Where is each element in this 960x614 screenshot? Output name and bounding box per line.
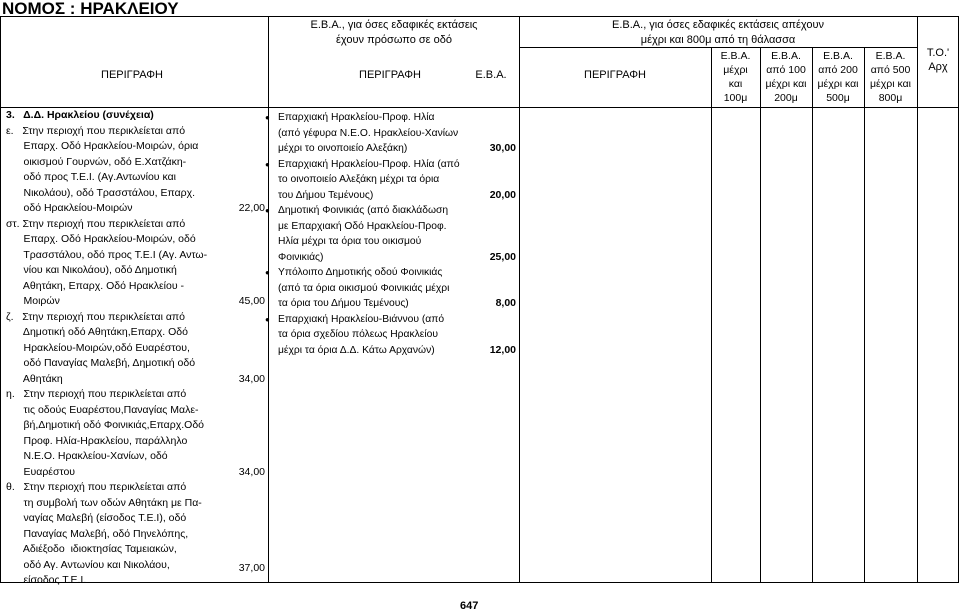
description-line: οδό Αγ. Αντωνίου και Νικολάου, [6,558,170,571]
description-line: ε. Στην περιοχή που περικλείεται από [6,124,186,137]
col-divider [711,47,712,583]
eba-value: 30,00 [489,142,516,154]
description-line: Επαρχ. Οδό Ηρακλείου-Μοιρών, οδό [6,233,196,245]
description-line: Παναγίας Μαλεβή, οδό Πηνελόπης, [6,527,189,540]
aba-value: 22,00 [238,202,265,214]
sea-col-header: 500μ [826,92,850,104]
road-line: μέχρι τα όρια Δ.Δ. Κάτω Αρχανών) [278,344,435,356]
sea-col-header: μέχρι και [817,78,859,90]
description-line: Μοιρών [6,295,60,307]
sea-col-header: 800μ [878,92,903,104]
description-line: Επαρχ. Οδό Ηρακλείου-Μοιρών, όρια [6,140,199,152]
description-line: 3. Δ.Δ. Ηρακλείου (συνέχεια) [6,109,154,121]
sea-col-header: Ε.Β.Α. [720,50,751,62]
description-line: Ν.Ε.Ο. Ηρακλείου-Χανίων, οδό [6,450,168,462]
description-line: τη συμβολή των οδών Αθητάκη με Πα- [6,496,202,509]
sea-col-header: από 500 [870,64,911,76]
description-line: Αθητάκη [6,372,63,385]
sea-col-header: μέχρι και [765,78,807,90]
description-line: βή,Δημοτική οδό Φοινικιάς,Επαρχ.Οδό [6,419,205,431]
description-line: Ηρακλείου-Μοιρών,οδό Ευαρέστου, [6,341,190,354]
col-divider [864,47,865,583]
header-road-title-1: Ε.Β.Α., για όσες εδαφικές εκτάσεις [310,19,478,31]
road-line: με Επαρχιακή Οδό Ηρακλείου-Προφ. [278,220,447,232]
sea-col-header: από 200 [818,64,858,76]
col-divider [268,16,269,583]
header-description: ΠΕΡΙΓΡΑΦΗ [101,69,163,81]
sea-col-header: 100μ [723,92,748,104]
road-line: το οινοποιείο Αλεξάκη μέχρι τα όρια [278,174,440,185]
eba-value: 20,00 [489,188,516,201]
sea-col-header: Ε.Β.Α. [823,50,853,62]
sea-col-header: μέχρι [723,64,748,76]
eba-value: 25,00 [489,250,516,263]
description-line: ζ. Στην περιοχή που περικλείεται από [6,310,185,323]
eba-value: 8,00 [495,297,516,309]
description-line: η. Στην περιοχή που περικλείεται από [6,388,187,400]
col-divider [519,16,520,583]
road-line: ● Επαρχιακή Ηρακλείου-Βιάννου (από [278,312,444,327]
sea-col-header: 200μ [774,92,798,104]
header-to-arch: Αρχ [928,61,948,73]
eba-value: 12,00 [489,343,516,356]
description-line: οδό Παναγίας Μαλεβή, Δημοτική οδό [6,357,196,369]
col-divider [760,47,761,583]
description-line: ναγίας Μαλεβή (είσοδος Τ.Ε.Ι), οδό [6,512,187,524]
description-line: θ. Στην περιοχή που περικλείεται από [6,481,187,493]
description-line: οδό προς Τ.Ε.Ι. (Αγ.Αντωνίου και [6,171,176,183]
road-line: ● Επαρχιακή Ηρακλείου-Προφ. Ηλία [278,110,434,125]
road-line: Φοινικιάς) [278,251,324,263]
page-number: 647 [460,600,479,612]
header-road-title-2: έχουν πρόσωπο σε οδό [336,34,452,46]
description-line: Προφ. Ηλία-Ηρακλείου, παράλληλο [6,434,188,447]
description-line: νίου και Νικολάου), οδό Δημοτική [6,264,177,276]
description-line: τις οδούς Ευαρέστου,Παναγίας Μαλε- [6,403,199,416]
description-line: οικισμού Γουρνών, οδό Ε.Χατζάκη- [6,155,187,168]
description-line: Τρασστάλου, οδό προς Τ.Ε.Ι (Αγ. Αντω- [6,248,208,261]
sea-subheader-line [519,47,917,48]
header-sea-title-1: Ε.Β.Α., για όσες εδαφικές εκτάσεις απέχουν [612,19,824,31]
description-line: είσοδος Τ.Ε.Ι. [6,574,87,586]
aba-value: 45,00 [238,295,265,307]
aba-value: 34,00 [238,372,265,385]
col-divider [812,47,813,583]
road-line: ● Δημοτική Φοινικιάς (από διακλάδωση [278,203,448,218]
description-line: Αδιέξοδο ιδιοκτησίας Ταμειακών, [6,543,177,555]
description-line: οδό Ηρακλείου-Μοιρών [6,202,133,214]
description-line: στ. Στην περιοχή που περικλείεται από [6,217,186,230]
aba-value: 37,00 [238,561,265,574]
sea-col-header: Ε.Β.Α. [771,50,801,62]
header-description-3: ΠΕΡΙΓΡΑΦΗ [584,69,646,81]
road-line: του Δήμου Τεμένους) [278,189,374,201]
road-line: (από τα όρια οικισμού Φοινικιάς μέχρι [278,282,450,294]
description-line: Νικολάου), οδό Τρασστάλου, Επαρχ. [6,186,196,199]
description-line: Ευαρέστου [6,465,76,478]
col-divider [917,16,918,583]
header-sea-title-2: μέχρι και 800μ από τη θάλασσα [640,34,796,46]
sea-col-header: από 100 [766,64,806,76]
description-line: Δημοτική οδό Αθητάκη,Επαρχ. Οδό [6,326,188,338]
road-line: (από γέφυρα Ν.Ε.Ο. Ηρακλείου-Χανίων [278,127,459,139]
sea-col-header: και [728,78,743,90]
road-line: ● Υπόλοιπο Δημοτικής οδού Φοινικιάς [278,265,442,280]
road-line: Ηλία μέχρι τα όρια του οικισμού [278,236,422,247]
header-eba: Ε.Β.Α. [475,69,507,81]
header-to: Τ.Ο.' [926,47,950,59]
road-line: ● Επαρχιακή Ηρακλείου-Προφ. Ηλία (από [278,157,460,172]
description-line: Αθητάκη, Επαρχ. Οδό Ηρακλείου - [6,279,184,292]
sea-col-header: Ε.Β.Α. [875,50,906,62]
road-line: τα όρια του Δήμου Τεμένους) [278,298,409,309]
header-description-2: ΠΕΡΙΓΡΑΦΗ [359,69,421,81]
road-line: τα όρια σχεδίου πόλεως Ηρακλείου [278,329,439,340]
aba-value: 34,00 [238,465,265,478]
sea-col-header: μέχρι και [870,78,911,90]
road-line: μέχρι το οινοποιείο Αλεξάκη) [278,143,408,154]
page-title: ΝΟΜΟΣ : ΗΡΑΚΛΕΙΟΥ [2,0,179,18]
